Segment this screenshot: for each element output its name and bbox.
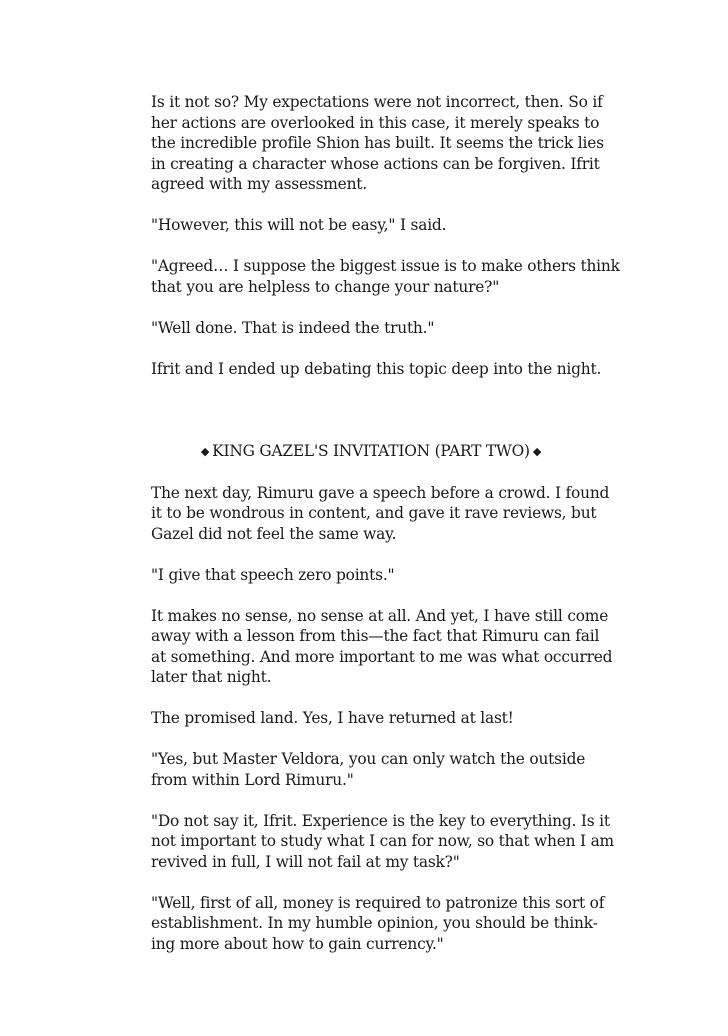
- diamond-ornament-left: ◆: [200, 444, 210, 458]
- text-line: It makes no sense, no sense at all. And yet, I have still come: [151, 606, 609, 625]
- text-line: revived in full, I will not fail at my task?": [151, 852, 460, 871]
- chapter-heading: [151, 441, 591, 463]
- text-line: establishment. In my humble opinion, you should be think-: [151, 914, 598, 932]
- paragraph: [151, 483, 610, 545]
- text-line: The promised land. Yes, I have returned at last!: [151, 709, 514, 727]
- text-line: later that night.: [151, 668, 272, 686]
- text-line: The next day, Rimuru gave a speech before a crowd. I found: [151, 483, 610, 502]
- text-line: at something. And more important to me was what occurred: [151, 647, 613, 666]
- text-line: Gazel did not feel the same way.: [151, 524, 397, 543]
- paragraph: [151, 92, 604, 195]
- section-one: [151, 92, 620, 379]
- text-line: away with a lesson from this—the fact that Rimuru can fail: [151, 627, 600, 645]
- paragraph: [151, 318, 591, 339]
- paragraph: [151, 708, 591, 729]
- section-two: [151, 483, 614, 955]
- text-line: "Well done. That is indeed the truth.": [151, 318, 435, 337]
- paragraph: [151, 256, 620, 297]
- paragraph: [151, 215, 591, 236]
- paragraph: [151, 606, 613, 688]
- book-page: [151, 92, 620, 975]
- text-line: "However, this will not be easy," I said.: [151, 216, 447, 234]
- paragraph: [151, 749, 591, 790]
- text-line: ing more about how to gain currency.": [151, 934, 444, 953]
- text-line: the incredible profile Shion has built. It seems the trick lies: [151, 134, 604, 152]
- text-line: "I give that speech zero points.": [151, 565, 395, 584]
- text-line: Is it not so? My expectations were not incorrect, then. So if: [151, 93, 603, 111]
- paragraph: [151, 893, 605, 955]
- text-line: it to be wondrous in content, and gave it rave reviews, but: [151, 504, 597, 522]
- diamond-ornament-right: ◆: [532, 444, 542, 458]
- text-line: Ifrit and I ended up debating this topic deep into the night.: [151, 359, 602, 378]
- paragraph: [151, 359, 602, 380]
- section-break: [151, 400, 591, 441]
- text-line: her actions are overlooked in this case, it merely speaks to: [151, 113, 600, 132]
- text-line: that you are helpless to change your nature?": [151, 277, 500, 296]
- text-line: from within Lord Rimuru.": [151, 770, 354, 789]
- text-line: "Do not say it, Ifrit. Experience is the key to everything. Is it: [151, 811, 610, 830]
- text-line: agreed with my assessment.: [151, 175, 367, 193]
- paragraph: [151, 811, 614, 873]
- chapter-heading-title: KING GAZEL'S INVITATION (PART TWO): [212, 441, 530, 460]
- text-line: not important to study what I can for now, so that when I am: [151, 832, 614, 850]
- paragraph: [151, 565, 591, 586]
- text-line: "Well, first of all, money is required to patronize this sort of: [151, 893, 605, 912]
- text-line: "Yes, but Master Veldora, you can only watch the outside: [151, 750, 586, 768]
- text-line: "Agreed… I suppose the biggest issue is to make others think: [151, 257, 620, 275]
- text-line: in creating a character whose actions can be forgiven. Ifrit: [151, 154, 600, 173]
